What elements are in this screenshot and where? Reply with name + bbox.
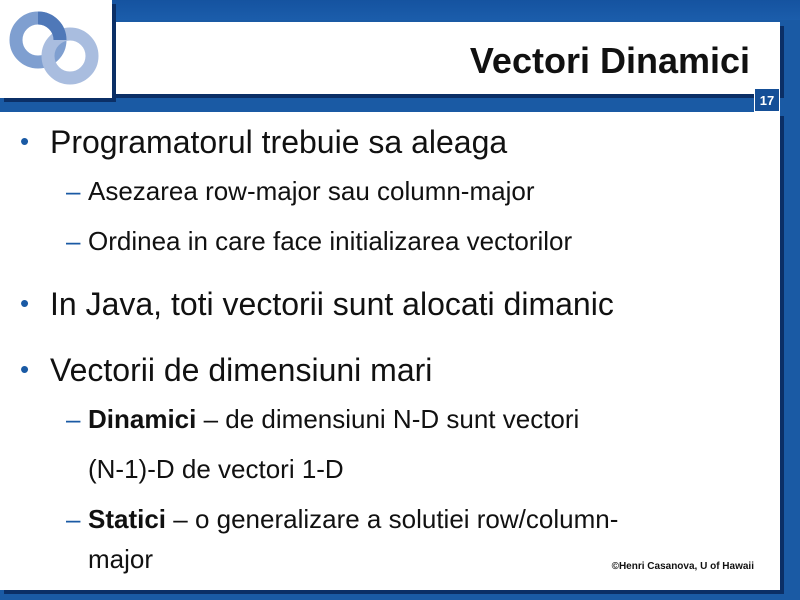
bullet-dot: • (20, 288, 30, 318)
bullet-3-sub-2-continuation: major (88, 544, 154, 574)
bullet-2 (20, 286, 614, 323)
bullet-3-sub-1-bold: Dinamici (88, 404, 197, 434)
bullet-2-text: In Java, toti vectorii sunt alocati dimanic (50, 286, 614, 322)
dash-marker: – (66, 176, 81, 206)
bullet-3 (20, 352, 432, 389)
bullet-3-sub-1 (66, 404, 579, 435)
bullet-3-sub-1-text: – de dimensiuni N-D sunt vectori (196, 404, 580, 434)
bullet-1-sub-2-text: Ordinea in care face initializarea vectorilor (88, 226, 573, 256)
logo (0, 0, 112, 98)
bullet-1-sub-1 (66, 176, 534, 207)
dash-marker: – (66, 404, 81, 434)
bullet-3-text: Vectorii de dimensiuni mari (50, 352, 433, 388)
bullet-1 (20, 124, 507, 161)
top-strip (0, 0, 800, 20)
slide-title: Vectori Dinamici (469, 40, 750, 81)
bullet-3-sub-1-continuation: (N-1)-D de vectori 1-D (88, 454, 344, 484)
bullet-dot: • (20, 354, 30, 384)
copyright: ©Henri Casanova, U of Hawaii (611, 561, 754, 572)
logo-icon (8, 6, 104, 90)
bullet-3-sub-2-bold: Statici (88, 504, 167, 534)
dash-marker: – (66, 226, 81, 256)
bullet-3-sub-2-text: – o generalizare a solutiei row/column- (166, 504, 619, 534)
bullet-1-sub-1-text: Asezarea row-major sau column-major (88, 176, 535, 206)
bullet-3-sub-2 (66, 504, 618, 535)
bullet-1-sub-2 (66, 226, 572, 257)
bullet-dot: • (20, 126, 30, 156)
content-panel (0, 112, 780, 590)
dash-marker: – (66, 504, 81, 534)
slide-number: 17 (754, 88, 780, 112)
bullet-1-text: Programatorul trebuie sa aleaga (50, 124, 508, 160)
